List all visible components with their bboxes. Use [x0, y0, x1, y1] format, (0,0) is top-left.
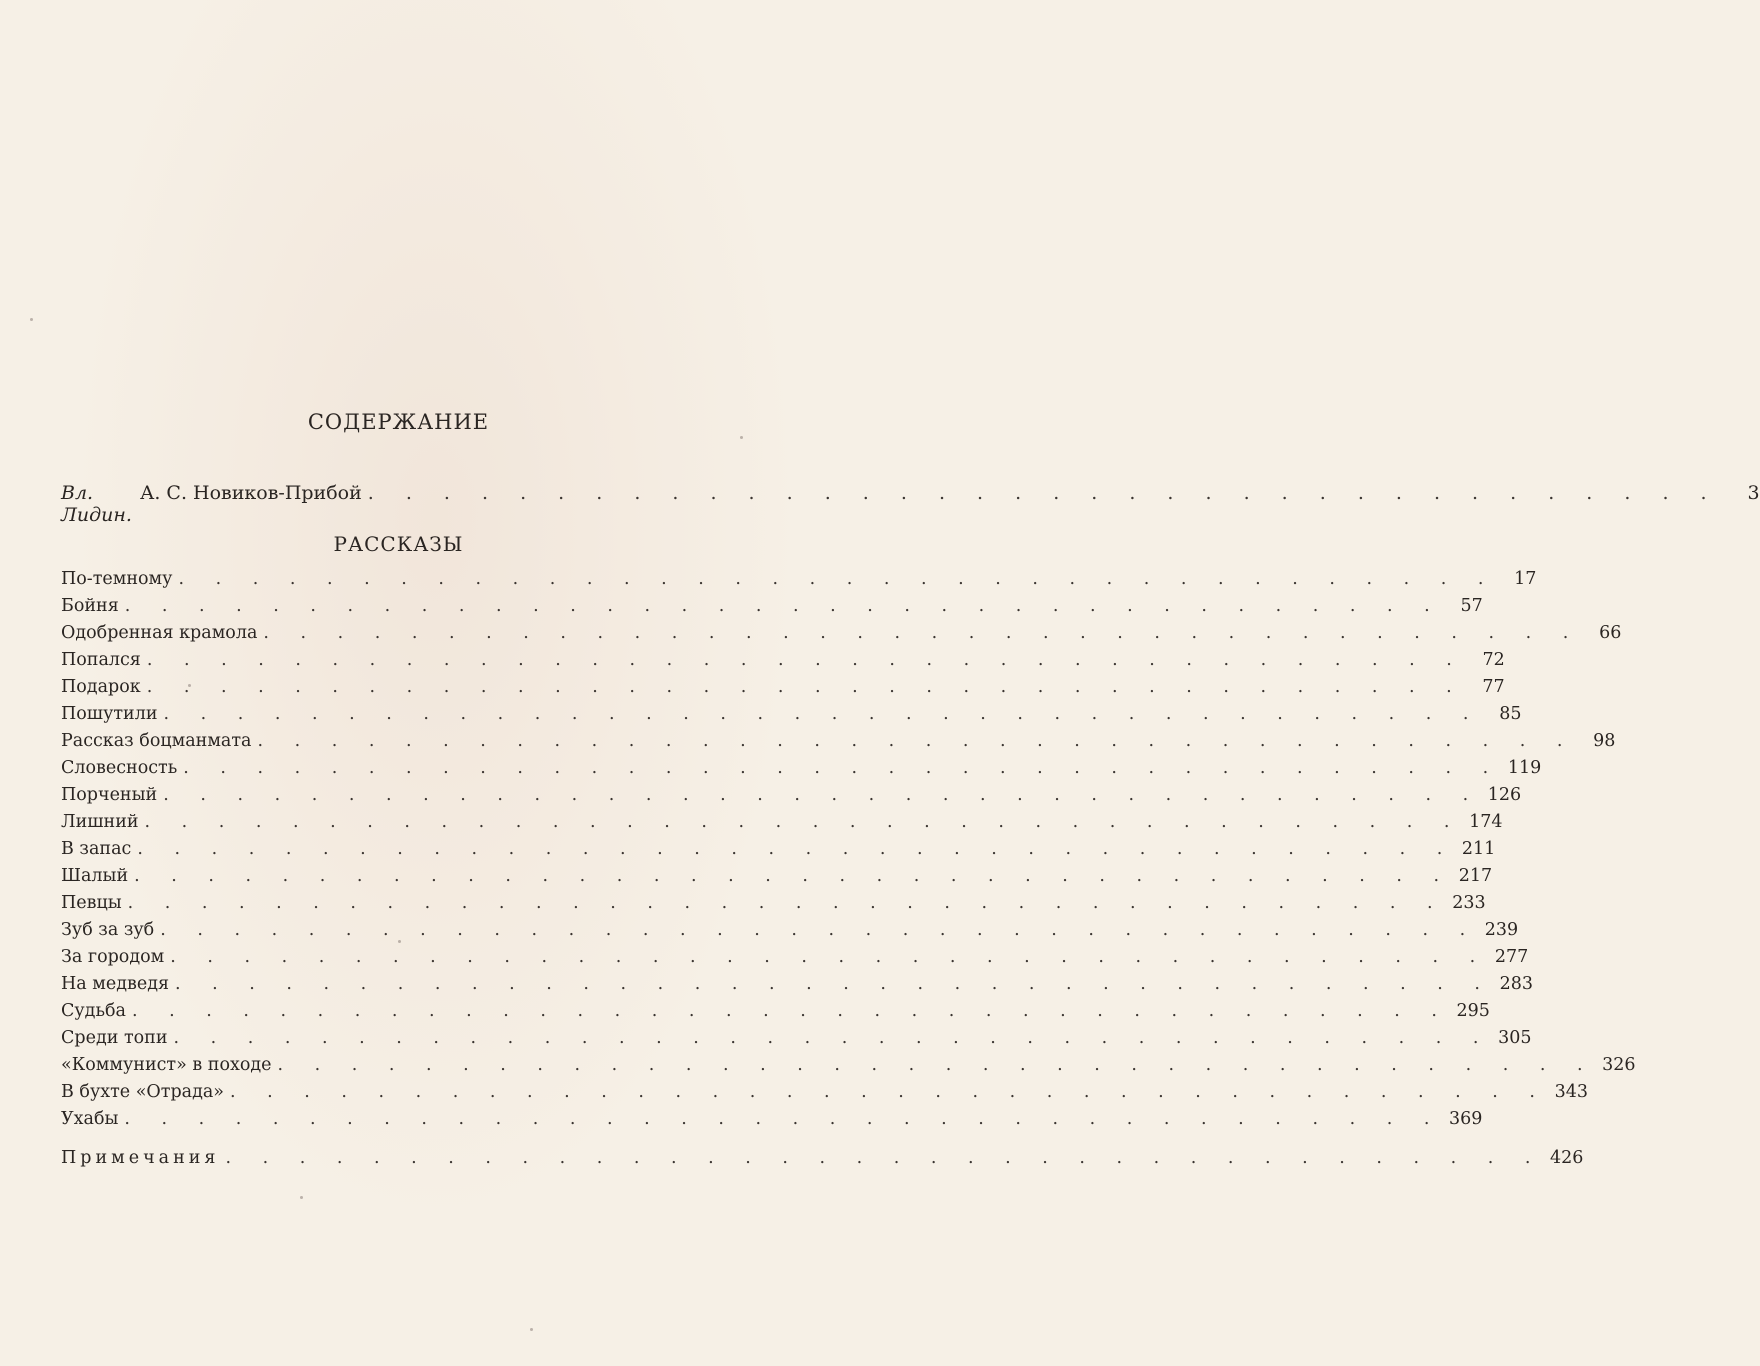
preface-title: А. С. Новиков-Прибой: [139, 482, 362, 504]
notes-entry[interactable]: [61, 1148, 1584, 1178]
toc-entry-title: Словесность: [61, 758, 178, 778]
toc-entry[interactable]: [61, 593, 1483, 620]
toc-entry-title: Бойня: [61, 596, 119, 616]
toc-entry-title: Одобренная крамола: [61, 623, 258, 643]
paper-speck: [740, 436, 743, 439]
contents-heading: СОДЕРЖАНИЕ: [307, 410, 490, 434]
dot-leader: . . . . . . . . . . . . . . . . . . . . . . . . . . . . . . . . . . . .: [160, 920, 1479, 940]
toc-entry-title: «Коммунист» в походе: [61, 1055, 272, 1075]
toc-entry[interactable]: [61, 647, 1505, 674]
toc-entry-page-number: 343: [1554, 1082, 1588, 1102]
toc-entry[interactable]: [61, 944, 1529, 971]
toc-entry-page-number: 326: [1602, 1055, 1636, 1075]
dot-leader: . . . . . . . . . . . . . . . . . . . . . . . . . . . . . . . . . . . .: [137, 839, 1456, 859]
dot-leader: . . . . . . . . . . . . . . . . . . . . . . . . . . . . . . . . . . . .: [146, 677, 1465, 697]
toc-entry-title: Лишний: [61, 812, 139, 832]
dot-leader: . . . . . . . . . . . . . . . . . . . . . . . . . . . . . . . . . . . .: [230, 1082, 1548, 1102]
dot-leader: . . . . . . . . . . . . . . . . . . . . . . . . . . . . . . . . . . . .: [146, 650, 1465, 670]
toc-entry[interactable]: [61, 863, 1493, 890]
dot-leader: . . . . . . . . . . . . . . . . . . . . . . . . . . . . . . . . . . . .: [127, 893, 1446, 913]
dot-leader: . . . . . . . . . . . . . . . . . . . . . . . . . . . . . . . . . . . .: [124, 1109, 1443, 1129]
dot-leader: . . . . . . . . . . . . . . . . . . . . . . . . . . . . . . . . . . . .: [367, 482, 1720, 504]
toc-entry[interactable]: [61, 782, 1522, 809]
stories-list: [61, 566, 1636, 1133]
dot-leader: . . . . . . . . . . . . . . . . . . . . . . . . . . . . . . . . . . . .: [178, 569, 1497, 589]
dot-leader: . . . . . . . . . . . . . . . . . . . . . . . . . . . . . . . . . . . .: [170, 947, 1489, 967]
toc-entry-title: Пошутили: [61, 704, 158, 724]
dot-leader: . . . . . . . . . . . . . . . . . . . . . . . . . . . . . . . . . . . .: [163, 785, 1482, 805]
dot-leader: . . . . . . . . . . . . . . . . . . . . . . . . . . . . . . . . . . . .: [163, 704, 1482, 724]
toc-entry-title: В бухте «Отрада»: [61, 1082, 225, 1102]
paper-speck: [530, 1328, 533, 1331]
preface-author: Вл. Лидин.: [61, 482, 132, 526]
toc-entry-title: Подарок: [61, 677, 141, 697]
notes-title: Примечания: [61, 1148, 220, 1168]
toc-entry-title: Шалый: [61, 866, 129, 886]
toc-entry-page-number: 66: [1599, 623, 1622, 643]
toc-entry[interactable]: [61, 1052, 1636, 1079]
toc-entry-title: Зуб за зуб: [61, 920, 155, 940]
preface-page-number: 3: [1747, 482, 1760, 504]
dot-leader: . . . . . . . . . . . . . . . . . . . . . . . . . . . . . . . . . . . .: [131, 1001, 1450, 1021]
toc-entry-page-number: 295: [1456, 1001, 1490, 1021]
section-heading: РАССКАЗЫ: [333, 532, 464, 556]
dot-leader: . . . . . . . . . . . . . . . . . . . . . . . . . . . . . . . . . . . .: [183, 758, 1502, 778]
toc-entry-page-number: 85: [1499, 704, 1522, 724]
toc-entry-title: Среди топи: [61, 1028, 168, 1048]
toc-entry-page-number: 283: [1499, 974, 1533, 994]
toc-entry-page-number: 217: [1458, 866, 1493, 886]
toc-entry-page-number: 211: [1461, 839, 1496, 859]
toc-entry[interactable]: [61, 890, 1486, 917]
toc-entry-title: Ухабы: [61, 1109, 119, 1129]
dot-leader: . . . . . . . . . . . . . . . . . . . . . . . . . . . . . . . . . . . .: [175, 974, 1493, 994]
dot-leader: . . . . . . . . . . . . . . . . . . . . . . . . . . . . . . . . . . . .: [257, 731, 1576, 751]
toc-entry[interactable]: [61, 1025, 1532, 1052]
toc-entry-title: Попался: [61, 650, 141, 670]
toc-entry-page-number: 57: [1460, 596, 1483, 616]
toc-entry-page-number: 369: [1448, 1109, 1483, 1129]
toc-entry-page-number: 17: [1514, 569, 1537, 589]
dot-leader: . . . . . . . . . . . . . . . . . . . . . . . . . . . . . . . . . . . .: [144, 812, 1463, 832]
toc-entry-page-number: 239: [1484, 920, 1519, 940]
dot-leader: . . . . . . . . . . . . . . . . . . . . . . . . . . . . . . . . . . . .: [124, 596, 1443, 616]
toc-entry[interactable]: [61, 1106, 1483, 1133]
toc-entry-page-number: 126: [1487, 785, 1522, 805]
toc-entry[interactable]: [61, 917, 1519, 944]
dot-leader: . . . . . . . . . . . . . . . . . . . . . . . . . . . . . . . . . . . .: [263, 623, 1582, 643]
toc-entry-title: Порченый: [61, 785, 158, 805]
toc-entry[interactable]: [61, 809, 1503, 836]
toc-entry-page-number: 77: [1482, 677, 1505, 697]
toc-entry-title: В запас: [61, 839, 132, 859]
paper-speck: [30, 318, 33, 321]
toc-entry-title: На медведя: [61, 974, 170, 994]
toc-entry-page-number: 277: [1494, 947, 1529, 967]
toc-entry-title: Рассказ боцманмата: [61, 731, 252, 751]
toc-entry[interactable]: [61, 998, 1490, 1025]
toc-entry-page-number: 233: [1452, 893, 1486, 913]
dot-leader: . . . . . . . . . . . . . . . . . . . . . . . . . . . . . . . . . . . .: [134, 866, 1453, 886]
preface-entry[interactable]: [61, 482, 1760, 526]
notes-page-number: 426: [1550, 1148, 1584, 1168]
toc-entry-page-number: 98: [1593, 731, 1616, 751]
dot-leader: . . . . . . . . . . . . . . . . . . . . . . . . . . . . . . . . . . . .: [277, 1055, 1596, 1075]
toc-entry[interactable]: [61, 728, 1616, 755]
toc-entry[interactable]: [61, 674, 1505, 701]
toc-entry[interactable]: [61, 836, 1496, 863]
toc-entry-page-number: 72: [1482, 650, 1505, 670]
toc-entry-title: За городом: [61, 947, 165, 967]
toc-entry-page-number: 305: [1498, 1028, 1532, 1048]
toc-entry-title: Певцы: [61, 893, 122, 913]
paper-speck: [300, 1196, 303, 1199]
toc-entry[interactable]: [61, 620, 1622, 647]
toc-entry-page-number: 119: [1507, 758, 1542, 778]
toc-entry-title: Судьба: [61, 1001, 126, 1021]
toc-entry-title: По-темному: [61, 569, 173, 589]
toc-entry[interactable]: [61, 1079, 1588, 1106]
dot-leader: . . . . . . . . . . . . . . . . . . . . . . . . . . . . . . . . . . . .: [225, 1148, 1544, 1168]
toc-entry[interactable]: [61, 755, 1542, 782]
dot-leader: . . . . . . . . . . . . . . . . . . . . . . . . . . . . . . . . . . . .: [173, 1028, 1492, 1048]
toc-entry[interactable]: [61, 566, 1537, 593]
toc-entry[interactable]: [61, 971, 1533, 998]
toc-entry-page-number: 174: [1469, 812, 1503, 832]
toc-entry[interactable]: [61, 701, 1522, 728]
